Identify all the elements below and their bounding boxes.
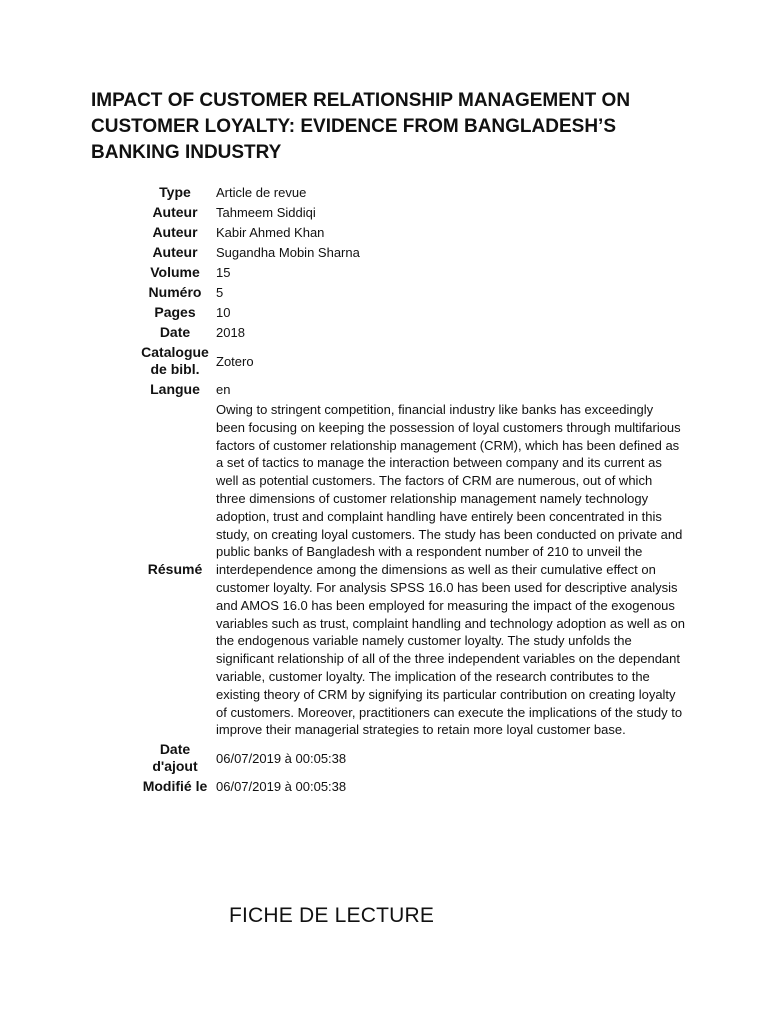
- field-value: Article de revue: [216, 185, 307, 201]
- field-value: 5: [216, 285, 224, 301]
- field-label: Auteur: [152, 224, 198, 240]
- metadata-row-language: [140, 380, 685, 400]
- field-label: Pages: [154, 304, 196, 320]
- metadata-row-type: [140, 183, 685, 203]
- metadata-row-author: [140, 203, 685, 223]
- metadata-table: [140, 183, 685, 797]
- field-label: Catalogue de bibl.: [141, 344, 209, 377]
- field-label: Auteur: [152, 244, 198, 260]
- field-label: Résumé: [147, 561, 203, 578]
- field-value: Zotero: [216, 353, 254, 369]
- metadata-row-modified: [140, 777, 685, 797]
- field-value: 10: [216, 305, 231, 321]
- metadata-row-date-added: [140, 740, 685, 777]
- field-label: Type: [159, 184, 191, 200]
- metadata-row-catalogue: [140, 343, 685, 380]
- metadata-row-author: [140, 223, 685, 243]
- field-label: Langue: [150, 381, 200, 397]
- field-value: Tahmeem Siddiqi: [216, 205, 316, 221]
- field-value: 2018: [216, 325, 245, 341]
- field-label: Modifié le: [142, 778, 208, 795]
- field-label: Numéro: [148, 284, 202, 300]
- document-title: IMPACT OF CUSTOMER RELATIONSHIP MANAGEMENT ON CUSTOMER LOYALTY: EVIDENCE FROM BANGLADESH’S BANKING INDUSTRY: [91, 90, 631, 163]
- field-value: Sugandha Mobin Sharna: [216, 245, 360, 261]
- abstract-text: Owing to stringent competition, financial industry like banks has exceedingly been focusing on keeping the possession of loyal customers through multifarious factors of customer relationship management (CRM), which has been defined as a set of tactics to manage the interaction between company and its current as well as potential customers. The factors of CRM are numerous, out of which three dimensions of customer relationship management namely technology adoption, trust and complaint handling have entirely been concentrated in this study, on creating loyal customers. The study has been conducted on private and public banks of Bangladesh with a respondent number of 210 to unveil the interdependence among the dimensions as well as their cumulative effect on customer loyalty. For analysis SPSS 16.0 has been used for descriptive analysis and AMOS 16.0 has been employed for measuring the impact of the exogenous variables such as trust, complaint handling and technology adoption as well as on the endogenous variable namely customer loyalty. The study unfolds the significant relationship of all of the three independent variables on the dependant variable, customer loyalty. The implication of the research contributes to the existing theory of CRM by signifying its particular contribution on creating loyalty of customers. Moreover, practitioners can execute the implications of the study to improve their managerial strategies to retain more loyal customer base.: [216, 402, 686, 738]
- metadata-row-abstract: [140, 400, 685, 740]
- metadata-row-author: [140, 243, 685, 263]
- field-label: Date: [159, 324, 191, 340]
- field-value: Kabir Ahmed Khan: [216, 225, 325, 241]
- field-label: Auteur: [152, 204, 198, 220]
- metadata-row-issue: [140, 283, 685, 303]
- metadata-row-pages: [140, 303, 685, 323]
- field-value: 15: [216, 265, 231, 281]
- field-label: Date d'ajout: [152, 741, 198, 775]
- field-value: 06/07/2019 à 00:05:38: [216, 779, 347, 795]
- footer-heading: FICHE DE LECTURE: [229, 904, 435, 927]
- field-value: 06/07/2019 à 00:05:38: [216, 750, 347, 766]
- metadata-row-volume: [140, 263, 685, 283]
- field-value: en: [216, 382, 231, 398]
- field-label: Volume: [150, 264, 200, 280]
- metadata-row-date: [140, 323, 685, 343]
